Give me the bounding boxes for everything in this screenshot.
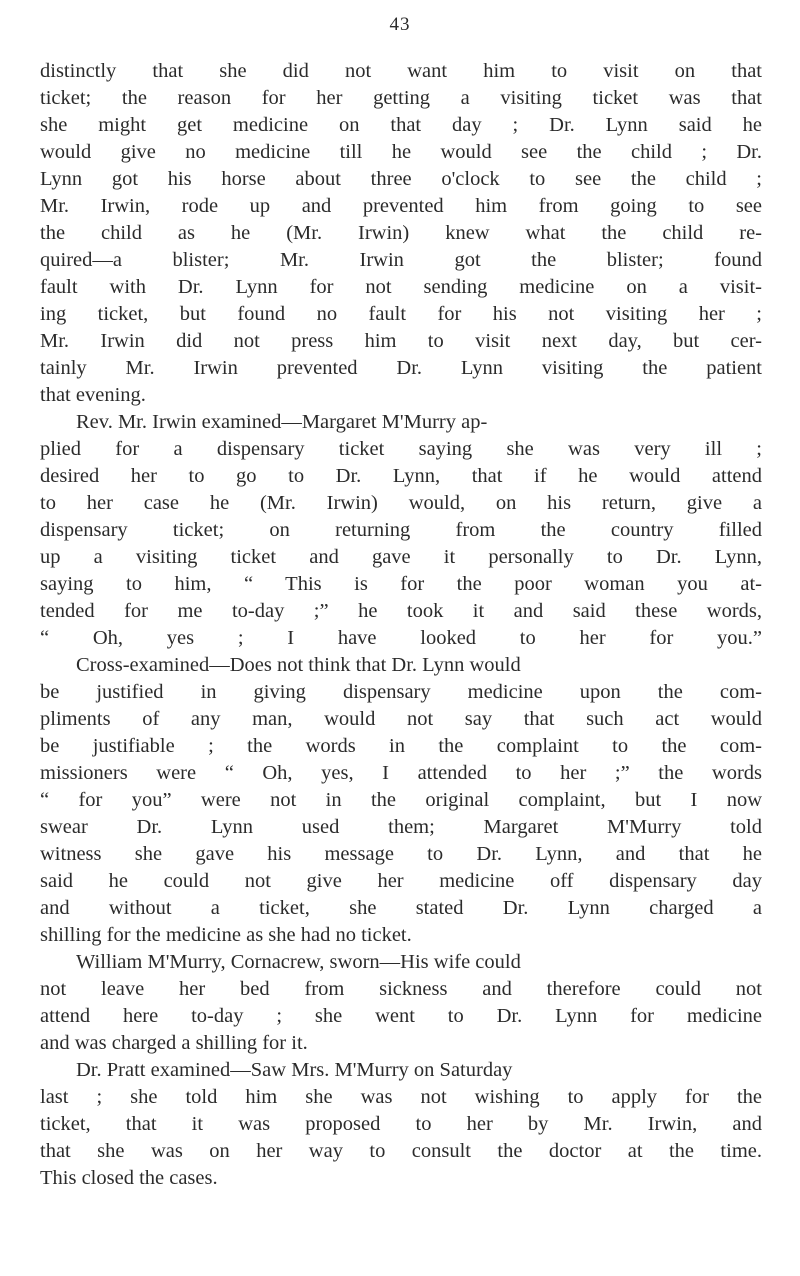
text-line: distinctly that she did not want him to visit on that (40, 60, 762, 82)
paragraph (40, 1057, 762, 1192)
text-line: desired her to go to Dr. Lynn, that if he would attend (40, 465, 762, 487)
text-line: ticket, that it was proposed to her by Mr. Irwin, and (40, 1113, 762, 1135)
text-line: to her case he (Mr. Irwin) would, on his return, give a (40, 492, 762, 514)
text-line: plied for a dispensary ticket saying she was very ill ; (40, 438, 762, 460)
text-line: the child as he (Mr. Irwin) knew what the child re- (40, 222, 762, 244)
text-line: “ for you” were not in the original complaint, but I now (40, 789, 762, 811)
text-line: Mr. Irwin, rode up and prevented him from going to see (40, 195, 762, 217)
text-line: Dr. Pratt examined—Saw Mrs. M'Murry on Saturday (76, 1059, 513, 1081)
text-line: fault with Dr. Lynn for not sending medicine on a visit- (40, 276, 762, 298)
text-line: she might get medicine on that day ; Dr. Lynn said he (40, 114, 762, 136)
text-line: Rev. Mr. Irwin examined—Margaret M'Murry ap- (76, 411, 488, 433)
text-line: up a visiting ticket and gave it personally to Dr. Lynn, (40, 546, 762, 568)
text-line: “ Oh, yes ; I have looked to her for you.” (40, 627, 762, 649)
text-line: said he could not give her medicine off dispensary day (40, 870, 762, 892)
text-line: dispensary ticket; on returning from the country filled (40, 519, 762, 541)
paragraph (40, 949, 762, 1057)
text-line: Lynn got his horse about three o'clock to see the child ; (40, 168, 762, 190)
text-line: Cross-examined—Does not think that Dr. Lynn would (76, 654, 521, 676)
text-line: witness she gave his message to Dr. Lynn, and that he (40, 843, 762, 865)
text-line: would give no medicine till he would see the child ; Dr. (40, 141, 762, 163)
text-line: tainly Mr. Irwin prevented Dr. Lynn visiting the patient (40, 357, 762, 379)
text-line: Mr. Irwin did not press him to visit next day, but cer- (40, 330, 762, 352)
text-line: pliments of any man, would not say that such act would (40, 708, 762, 730)
text-line: attend here to-day ; she went to Dr. Lynn for medicine (40, 1005, 762, 1027)
text-line: and without a ticket, she stated Dr. Lynn charged a (40, 897, 762, 919)
text-line: and was charged a shilling for it. (40, 1032, 308, 1054)
text-line: William M'Murry, Cornacrew, sworn—His wife could (76, 951, 521, 973)
page-body (40, 58, 762, 1192)
page-number: 43 (389, 14, 411, 35)
paragraph (40, 58, 762, 409)
text-line: quired—a blister; Mr. Irwin got the blister; found (40, 249, 762, 271)
text-line: saying to him, “ This is for the poor woman you at- (40, 573, 762, 595)
text-line: that evening. (40, 384, 146, 406)
text-line: be justifiable ; the words in the complaint to the com- (40, 735, 762, 757)
text-line: tended for me to-day ;” he took it and said these words, (40, 600, 762, 622)
text-line: not leave her bed from sickness and therefore could not (40, 978, 762, 1000)
text-line: swear Dr. Lynn used them; Margaret M'Murry told (40, 816, 762, 838)
text-line: missioners were “ Oh, yes, I attended to her ;” the words (40, 762, 762, 784)
text-line: shilling for the medicine as she had no ticket. (40, 924, 412, 946)
text-line: last ; she told him she was not wishing to apply for the (40, 1086, 762, 1108)
text-line: ticket; the reason for her getting a visiting ticket was that (40, 87, 762, 109)
text-line: be justified in giving dispensary medicine upon the com- (40, 681, 762, 703)
paragraph (40, 409, 762, 949)
text-line: ing ticket, but found no fault for his not visiting her ; (40, 303, 762, 325)
text-line: that she was on her way to consult the doctor at the time. (40, 1140, 762, 1162)
text-line: This closed the cases. (40, 1167, 218, 1189)
